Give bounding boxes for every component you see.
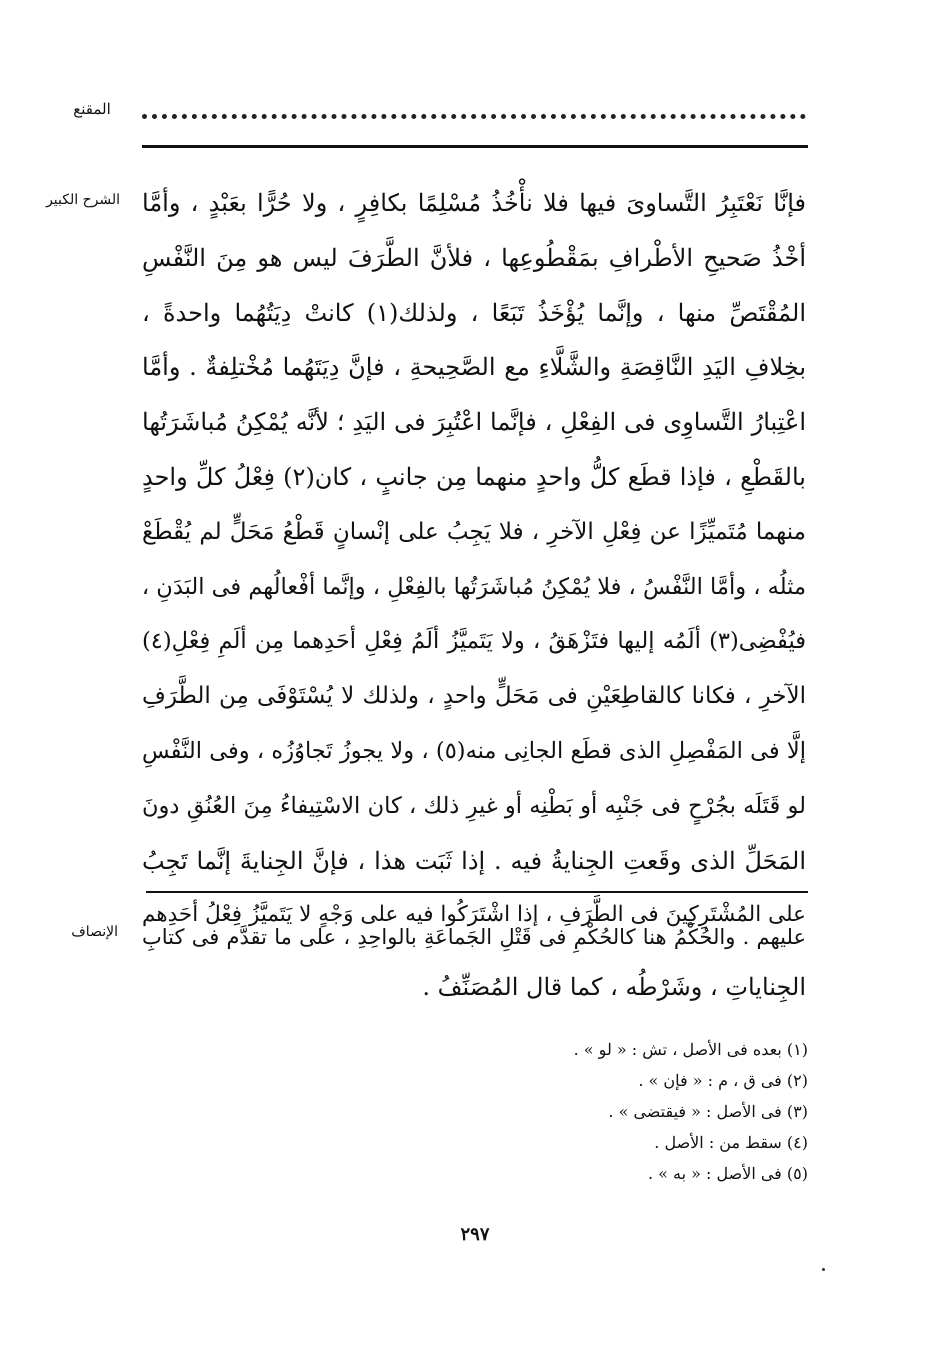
page-number: ٢٩٧: [460, 1224, 490, 1245]
text-line: على المُشْتَرِكِينَ فى الطَّرَفِ ، إذا اشْتَرَكُوا فيه على وَجْهٍ لا يَتَميَّزُ فِعْلُ أحَدِهم: [142, 902, 806, 928]
text-line: إلَّا فى المَفْصِلِ الذى قطَع الجانِى منه(٥) ، ولا يجوزُ تَجاوُزُه ، وفى النَّفْسِ: [142, 737, 806, 764]
footnote: (٤) سقط من : الأصل .: [654, 1133, 808, 1152]
footnote: (٣) فى الأصل : « فيقتضى » .: [608, 1102, 808, 1121]
footnote: (٥) فى الأصل : « به » .: [647, 1164, 808, 1183]
header-dotted-rule: [142, 104, 806, 119]
text-line: بخِلافِ اليَدِ النَّاقِصَةِ والشَّلَّاءِ مع الصَّحِيحةِ ، فإنَّ دِيَتَهُما مُخْتلِفةٌ . وأمَّا: [142, 353, 806, 382]
text-line: الجِناياتِ ، وشَرْطُه ، كما قال المُصَنِّفُ .: [422, 973, 806, 1001]
section-divider: [146, 891, 808, 893]
text-line: فيُفْضِى(٣) ألَمُه إليها فتَزْهَقُ ، ولا يَتَميَّزُ ألَمُ فِعْلِ أحَدِهما مِن ألَمِ فِعْلِ(٤): [142, 628, 806, 655]
header-rule: [142, 145, 808, 148]
scan-speck: [822, 1268, 825, 1271]
footnotes: [420, 1034, 808, 1189]
text-line: لو قَتَلَه بجُرْحٍ فى جَنْبِه أو بَطْنِه أو غيرِ ذلك ، كان الاسْتِيفاءُ مِنَ العُنُقِ دونَ: [142, 792, 806, 819]
side-label-insaf: الإنصاف: [71, 924, 118, 940]
text-line: فإنَّا نَعْتَبِرُ التَّساوىَ فيها فلا نأْخُذُ مُسْلِمًا بكافِرٍ ، ولا حُرًّا بعَبْدٍ ، وأمَّا: [142, 189, 806, 217]
text-line: المُقْتَصِّ منها ، وإنَّما يُؤْخَذُ تَبَعًا ، ولذلك(١) كانتْ دِيَتُهُما واحدةً ،: [142, 298, 807, 327]
text-line: مثلُه ، وأمَّا النَّفْسُ ، فلا يُمْكِنُ مُباشَرَتُها بالفِعْلِ ، وإنَّما أفْعالُهم فى البَدَنِ ،: [141, 573, 806, 600]
footnote: (٢) فى ق ، م : « فإن » .: [638, 1071, 808, 1090]
running-title: المقنع: [73, 100, 111, 118]
sharh-text-block: [142, 176, 806, 943]
footnote: (١) بعده فى الأصل ، تش : « لو » .: [573, 1040, 808, 1059]
text-line: المَحَلِّ الذى وقَعتِ الجِنايةُ فيه . إذا ثَبَت هذا ، فإنَّ الجِنايةَ إنَّما تَجِبُ: [142, 846, 806, 875]
text-line: الآخرِ ، فكانا كالقاطِعَيْنِ فى مَحَلٍّ واحدٍ ، ولذلك لا يُسْتَوْفَى مِن الطَّرَفِ: [142, 683, 806, 710]
text-line: بالقَطْعِ ، فإذا قطَع كلُّ واحدٍ منهما مِن جانبٍ ، كان(٢) فِعْلُ كلِّ واحدٍ: [142, 462, 806, 491]
side-label-sharh: الشرح الكبير: [46, 192, 120, 208]
text-line: منهما مُتَميِّزًا عن فِعْلِ الآخرِ ، فلا يَجِبُ على إنْسانٍ قَطْعُ مَحَلٍّ لم يُقْطَعْ: [142, 518, 806, 545]
text-line: أخْذُ صَحيحِ الأطْرافِ بمَقْطُوعِها ، فلأنَّ الطَّرَفَ ليس هو مِنَ النَّفْسِ: [142, 243, 806, 272]
insaf-text-block: [142, 912, 806, 1012]
text-line: اعْتِبارُ التَّساوِى فى الفِعْلِ ، فإنَّما اعْتُبِرَ فى اليَدِ ؛ لأنَّه يُمْكِنُ مُباشَرَتُها: [142, 408, 806, 437]
text-line: عليهم . والحُكْمُ هنا كالحُكْمِ فى قَتْلِ الجَماعَةِ بالواحِدِ ، على ما تقدَّم فى كتابِ: [142, 925, 806, 949]
